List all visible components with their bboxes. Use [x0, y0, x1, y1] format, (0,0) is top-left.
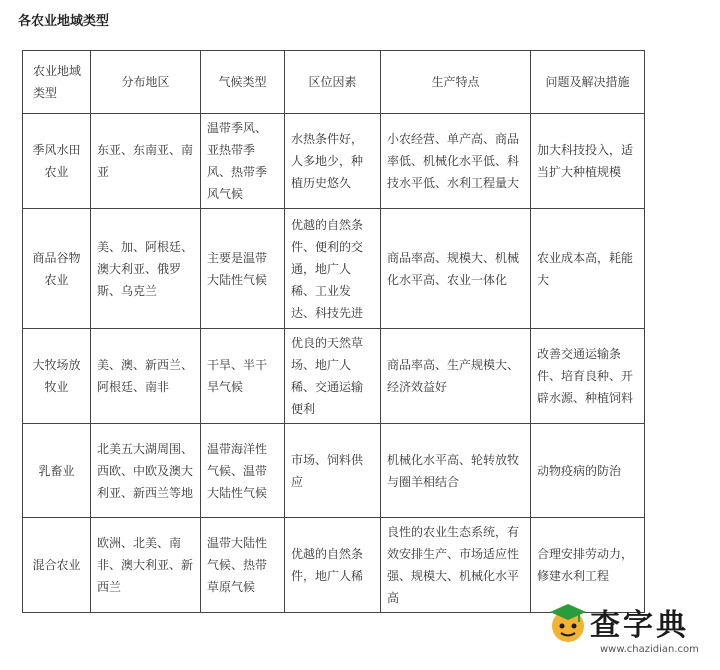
table-cell: 欧洲、北美、南非、澳大利亚、新西兰 — [91, 518, 201, 613]
table-cell: 美、加、阿根廷、澳大利亚、俄罗斯、乌克兰 — [91, 209, 201, 329]
watermark-url: www.chazidian.com — [600, 644, 699, 655]
table-cell: 动物疫病的防治 — [531, 424, 645, 518]
table-cell: 农业成本高，耗能大 — [531, 209, 645, 329]
table-cell: 加大科技投入，适当扩大种植规模 — [531, 114, 645, 209]
table-cell: 乳畜业 — [23, 424, 91, 518]
table-cell: 商品率高、规模大、机械化水平高、农业一体化 — [381, 209, 531, 329]
table-cell: 商品率高、生产规模大、经济效益好 — [381, 329, 531, 424]
graduation-cap-icon — [548, 602, 588, 646]
table-cell: 良性的农业生态系统，有效安排生产、市场适应性强、规模大、机械化水平高 — [381, 518, 531, 613]
header-climate: 气候类型 — [201, 51, 285, 114]
header-location-factors: 区位因素 — [285, 51, 381, 114]
table-row — [23, 209, 645, 329]
table-cell: 混合农业 — [23, 518, 91, 613]
table-cell: 温带季风、亚热带季风、热带季风气候 — [201, 114, 285, 209]
table-cell: 改善交通运输条件、培育良种、开辟水源、种植饲料 — [531, 329, 645, 424]
table-cell: 季风水田农业 — [23, 114, 91, 209]
watermark-logo — [542, 598, 712, 664]
table-cell: 商品谷物农业 — [23, 209, 91, 329]
table-row — [23, 424, 645, 518]
table-header-row — [23, 51, 645, 114]
table-cell: 东亚、东南亚、南亚 — [91, 114, 201, 209]
table-cell: 温带大陆性气候、热带草原气候 — [201, 518, 285, 613]
table-cell: 小农经营、单产高、商品率低、机械化水平低、科技水平低、水利工程量大 — [381, 114, 531, 209]
header-production-features: 生产特点 — [381, 51, 531, 114]
watermark-brand: 查字典 — [590, 608, 689, 643]
table-cell: 水热条件好，人多地少，种植历史悠久 — [285, 114, 381, 209]
table-cell: 市场、饲料供应 — [285, 424, 381, 518]
table-cell: 优越的自然条件、便利的交通，地广人稀、工业发达、科技先进 — [285, 209, 381, 329]
table-cell: 优良的天然草场、地广人稀、交通运输便利 — [285, 329, 381, 424]
header-problems-solutions: 问题及解决措施 — [531, 51, 645, 114]
table-cell: 温带海洋性气候、温带大陆性气候 — [201, 424, 285, 518]
table-cell: 北美五大湖周围、西欧、中欧及澳大利亚、新西兰等地 — [91, 424, 201, 518]
table-cell: 合理安排劳动力，修建水利工程 — [531, 518, 645, 613]
table-cell: 美、澳、新西兰、阿根廷、南非 — [91, 329, 201, 424]
table-cell: 大牧场放牧业 — [23, 329, 91, 424]
table-cell: 干旱、半干旱气候 — [201, 329, 285, 424]
table-cell: 机械化水平高、轮转放牧与圈羊相结合 — [381, 424, 531, 518]
agriculture-table — [22, 50, 645, 613]
table-row — [23, 114, 645, 209]
table-row — [23, 329, 645, 424]
table-cell: 优越的自然条件，地广人稀 — [285, 518, 381, 613]
header-type: 农业地域类型 — [23, 51, 91, 114]
page-title: 各农业地域类型 — [18, 14, 110, 29]
header-region: 分布地区 — [91, 51, 201, 114]
table-cell: 主要是温带大陆性气候 — [201, 209, 285, 329]
